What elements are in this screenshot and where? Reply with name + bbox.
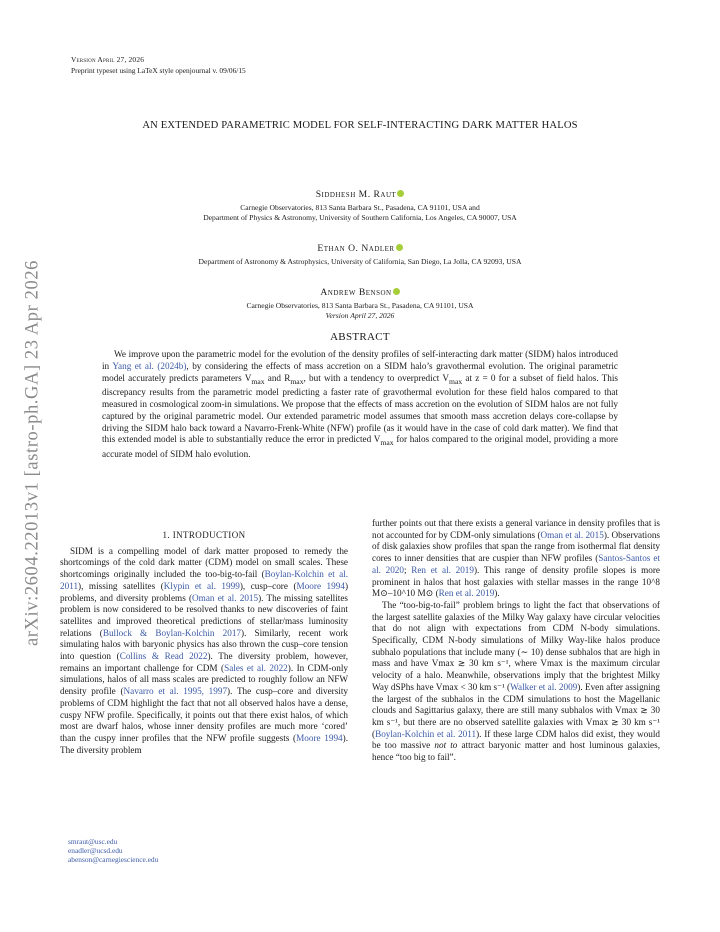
body-text: ), cusp–core (	[239, 580, 297, 591]
email-link[interactable]: smraut@usc.edu	[68, 837, 118, 846]
body-text: ;	[403, 564, 412, 575]
author-2-name: Ethan O. Nadler	[317, 243, 395, 254]
body-text: ). Even after assigning the largest of the subhalos in the CDM simulations to host the Magellanic clouds and Sagittarius galaxy, there are still many subhalos with Vmax ≳ 30 km s⁻¹, but there are no observed satellite galaxies with Vmax ≳ 30 km s⁻¹ (	[372, 681, 660, 739]
abstract-body	[102, 349, 618, 461]
arxiv-stamp-text: arXiv:2604.22013v1 [astro-ph.GA] 23 Apr 2026	[22, 259, 43, 647]
citation-link[interactable]: Navarro et al. 1995, 1997	[123, 686, 228, 697]
abstract-text: for halos compared to the original model, providing a more accurate model of SIDM halo evolution.	[102, 434, 618, 460]
right-column	[372, 518, 660, 764]
author-1-name: Siddhesh M. Raut	[315, 189, 397, 200]
body-text: ), missing satellites (	[78, 580, 164, 591]
body-text: SIDM is a compelling model of dark matter proposed to remedy the shortcomings of the cold dark matter (CDM) model on small scales. These shortcomings originally included the too-big-to-fail (	[60, 545, 348, 580]
body-text: ).	[494, 588, 500, 599]
author-1-affiliation-2: Department of Physics & Astronomy, University of Southern California, Los Angeles, CA 90007, USA	[203, 213, 517, 222]
citation-link[interactable]: Oman et al. 2015	[540, 529, 604, 540]
author-2	[0, 243, 720, 254]
subscript: max	[290, 376, 304, 386]
citation-link[interactable]: Moore 1994	[296, 732, 343, 743]
section-heading: 1. INTRODUCTION	[162, 530, 246, 540]
left-column	[60, 530, 348, 756]
abstract-text: We improve upon the parametric model for the evolution of the density profiles of self-interacting dark matter (SIDM) halos introduced in	[102, 349, 618, 371]
subscript: max	[449, 376, 463, 386]
author-3-name: Andrew Benson	[320, 287, 392, 298]
body-text: ). The missing satellites problem is now considered to be resolved thanks to new discoveries of faint satellites and improved theoretical predictions of stellar/mass luminosity relations (	[60, 592, 348, 638]
paper-title: AN EXTENDED PARAMETRIC MODEL FOR SELF-INTERACTING DARK MATTER HALOS	[142, 120, 578, 131]
body-text: ). The diversity problem	[60, 732, 348, 755]
emphasis-text: not to	[434, 740, 458, 751]
abstract-text: and R	[264, 372, 291, 383]
citation-link[interactable]: Moore 1994	[296, 580, 345, 591]
author-1	[0, 189, 720, 200]
subscript: max	[251, 376, 265, 386]
citation-link[interactable]: Bullock & Boylan-Kolchin 2017	[102, 627, 242, 638]
subscript: max	[380, 438, 394, 448]
email-link[interactable]: enadler@ucsd.edu	[68, 846, 123, 855]
abstract-text: , by considering the effects of mass accretion on a SIDM halo’s gravothermal evolution. The original parametric model accurately predicts parameters V	[102, 360, 619, 383]
author-3	[0, 287, 720, 298]
body-text: ). The diversity problem, however, remains an important challenge for CDM (	[60, 651, 348, 673]
abstract-heading: ABSTRACT	[330, 331, 390, 343]
orcid-icon[interactable]	[393, 288, 400, 295]
version-date: Version April 27, 2026	[325, 311, 395, 320]
body-text: ). The cusp–core and diversity problems of CDM highlight the fact that not all observed halos have a dense, cuspy NFW profile. Specifically, it points out that there exist halos, of which most are dwarf halos, whose inner density profiles are much more ‘cored’ than the cuspy inner profiles that the NFW profile suggests (	[60, 686, 349, 743]
citation-link[interactable]: Santos-Santos et al. 2020	[372, 553, 660, 575]
body-text: attract baryonic matter and host luminous galaxies, hence “too big to fail”.	[372, 740, 661, 763]
citation-link[interactable]: Sales et al. 2022	[224, 662, 288, 673]
citation-link[interactable]: Walker et al. 2009	[510, 681, 578, 692]
citation-link[interactable]: Collins & Read 2022	[119, 651, 208, 662]
paragraph	[372, 600, 660, 764]
citation-link[interactable]: Ren et al. 2019	[438, 588, 495, 599]
preprint-line: Preprint typeset using LaTeX style openjournal v. 09/06/15	[71, 66, 246, 75]
body-text: ). In CDM-only simulations, halos of all mass scales are predicted to roughly follow an NFW density profile (	[60, 662, 348, 697]
citation-link[interactable]: Boylan-Kolchin et al. 2011	[375, 728, 477, 739]
footnotes	[68, 837, 158, 864]
citation-link[interactable]: Ren et al. 2019	[411, 564, 474, 575]
body-text: ). Observations of disk galaxies show profiles that span the range from isothermal flat density cores to inner densities that are cuspier than NFW profiles (	[372, 529, 660, 564]
version-line: Version April 27, 2026	[71, 55, 145, 64]
orcid-icon[interactable]	[397, 190, 404, 197]
orcid-icon[interactable]	[396, 244, 403, 251]
paragraph	[372, 518, 660, 600]
body-text: ). Similarly, recent work simulating halos with baryonic physics has also thrown the cusp–core tension into question (	[60, 627, 348, 662]
body-text: ). If these large CDM halos did exist, they would be too massive	[372, 728, 660, 751]
citation-link[interactable]: Oman et al. 2015	[192, 592, 259, 603]
author-1-affiliation-1: Carnegie Observatories, 813 Santa Barbara St., Pasadena, CA 91101, USA and	[240, 203, 480, 212]
author-2-affiliation-1: Department of Astronomy & Astrophysics, University of California, San Diego, La Jolla, CA 92093, USA	[198, 257, 522, 266]
body-text: ) problems, and diversity problems (	[60, 580, 348, 603]
body-text: The “too-big-to-fail” problem brings to light the fact that observations of the largest satellite galaxies of the Milky Way galaxy have circular velocities that do not align with expectations from CDM N-body simulations. Specifically, CDM N-body simulations of Milky Way-like halos produce subhalo populations that include many (∼ 10) dense subhalos that are high in mass and have Vmax ≳ 30 km s⁻¹, where Vmax is the maximum circular velocity of a halo. Meanwhile, observations imply that the brightest Milky Way dSPhs have Vmax < 30 km s⁻¹ (	[372, 599, 660, 692]
author-3-affiliation-1: Carnegie Observatories, 813 Santa Barbara St., Pasadena, CA 91101, USA	[246, 301, 474, 310]
citation-link[interactable]: Klypin et al. 1999	[163, 580, 240, 591]
email-link[interactable]: abenson@carnegiescience.edu	[68, 855, 159, 864]
body-text: further points out that there exists a general variance in density profiles that is not accounted for by CDM-only simulations (	[372, 518, 660, 540]
paragraph	[60, 546, 348, 757]
body-text: ). This range of density profile slopes is more prominent in halos that host galaxies with stellar masses in the range 10^8 M⊙–10^10 M⊙ (	[372, 564, 660, 599]
citation-link[interactable]: Boylan-Kolchin et al. 2011	[60, 569, 348, 591]
abstract-text: , but with a tendency to overpredict V	[303, 372, 449, 383]
abstract-text: at z = 0 for a subset of field halos. This discrepancy results from the parametric model predicting a faster rate of gravothermal evolution for these field halos compared to that measured in cosmological zoom-in simulations. We propose that the effects of mass accretion on the evolution of SIDM halos are not fully captured by the original parametric model. Our extended parametric model assumes that smooth mass accretion delays core-collapse by driving the SIDM halo back toward a Navarro-Frenk-White (NFW) profile (as it would have in the case of cold dark matter). We find that this extended model is able to substantially reduce the error in predicted V	[102, 372, 618, 445]
citation-link[interactable]: Yang et al. (2024b)	[112, 360, 187, 371]
